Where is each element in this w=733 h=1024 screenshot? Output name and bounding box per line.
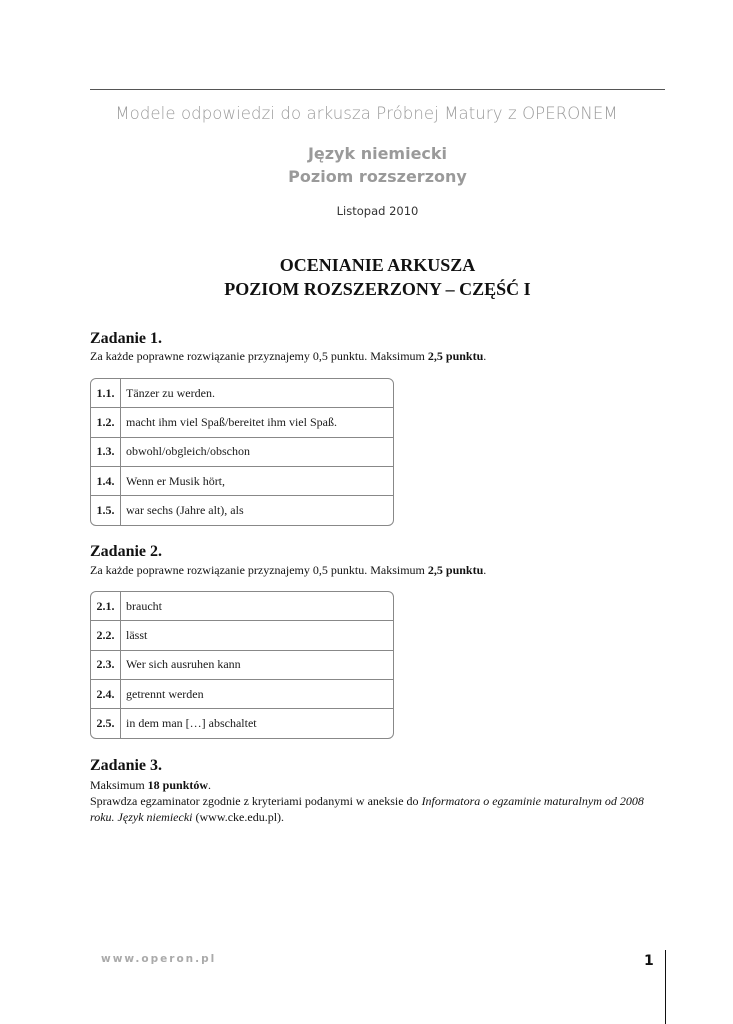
- task3-max-end: .: [208, 778, 212, 792]
- task1-note-max: 2,5 punktu: [427, 349, 484, 363]
- table-row: [91, 621, 393, 650]
- page-number: 1: [644, 953, 654, 969]
- task2-heading: Zadanie 2.: [90, 543, 163, 560]
- row-number: 2.1.: [91, 592, 121, 620]
- table-row: [91, 496, 393, 525]
- table-row: [91, 680, 393, 709]
- row-number: 2.3.: [91, 651, 121, 679]
- row-answer: Tänzer zu werden.: [126, 385, 215, 400]
- task1-answer-table: [90, 378, 394, 526]
- task2-note: [90, 563, 486, 578]
- row-answer: war sechs (Jahre alt), als: [126, 503, 244, 518]
- row-answer: lässt: [126, 627, 148, 642]
- document-header-title: Modele odpowiedzi do arkusza Próbnej Matury z OPERONEM: [115, 104, 618, 123]
- task1-note-text: Za każde poprawne rozwiązanie przyznajemy 0,5 punktu. Maksimum: [90, 349, 428, 363]
- row-answer: Wer sich ausruhen kann: [126, 657, 241, 672]
- row-answer: obwohl/obgleich/obschon: [126, 444, 250, 459]
- task2-note-end: .: [483, 563, 487, 577]
- task3-text-end: (www.cke.edu.pl).: [192, 810, 285, 824]
- task1-heading: Zadanie 1.: [90, 330, 163, 347]
- row-number: 2.5.: [91, 709, 121, 738]
- task3-max-label: Maksimum: [90, 778, 148, 792]
- table-row: [91, 651, 393, 680]
- row-number: 1.2.: [91, 408, 121, 436]
- table-row: [91, 592, 393, 621]
- row-answer: macht ihm viel Spaß/bereitet ihm viel Spaß.: [126, 414, 337, 429]
- table-row: [91, 438, 393, 467]
- table-row: [91, 467, 393, 496]
- task3-heading: Zadanie 3.: [90, 757, 163, 774]
- row-number: 2.4.: [91, 680, 121, 708]
- table-row: [91, 709, 393, 738]
- task2-note-max: 2,5 punktu: [427, 563, 484, 577]
- row-number: 1.4.: [91, 467, 121, 495]
- row-number: 1.1.: [91, 379, 121, 407]
- table-row: [91, 408, 393, 437]
- top-rule: [90, 89, 665, 90]
- row-number: 2.2.: [91, 621, 121, 649]
- task3-text-start: Sprawdza egzaminator zgodnie z kryteriami podanymi w aneksie do: [90, 794, 422, 808]
- row-answer: Wenn er Musik hört,: [126, 473, 226, 488]
- task3-max: [90, 777, 665, 793]
- task3-instructions: [90, 793, 665, 825]
- task2-answer-table: [90, 591, 394, 739]
- task1-note: [90, 349, 486, 364]
- table-row: [91, 379, 393, 408]
- row-number: 1.3.: [91, 438, 121, 466]
- subject-language: Język niemiecki: [307, 144, 448, 163]
- task2-note-text: Za każde poprawne rozwiązanie przyznajemy 0,5 punktu. Maksimum: [90, 563, 428, 577]
- footer-website: www.operon.pl: [101, 953, 217, 965]
- subject-level: Poziom rozszerzony: [288, 167, 467, 186]
- row-answer: in dem man […] abschaltet: [126, 716, 257, 731]
- row-answer: braucht: [126, 598, 162, 613]
- task1-note-end: .: [483, 349, 487, 363]
- task3-max-points: 18 punktów: [147, 778, 209, 792]
- task3-source-title: Informatora o egzaminie maturalnym od 2008 roku. Język niemiecki: [90, 794, 644, 824]
- main-title-line1: OCENIANIE ARKUSZA: [279, 255, 476, 275]
- page-number-rule: [665, 950, 666, 1024]
- row-number: 1.5.: [91, 496, 121, 525]
- row-answer: getrennt werden: [126, 686, 204, 701]
- main-title-line2: POZIOM ROZSZERZONY – CZĘŚĆ I: [224, 279, 531, 299]
- document-date: Listopad 2010: [336, 204, 419, 218]
